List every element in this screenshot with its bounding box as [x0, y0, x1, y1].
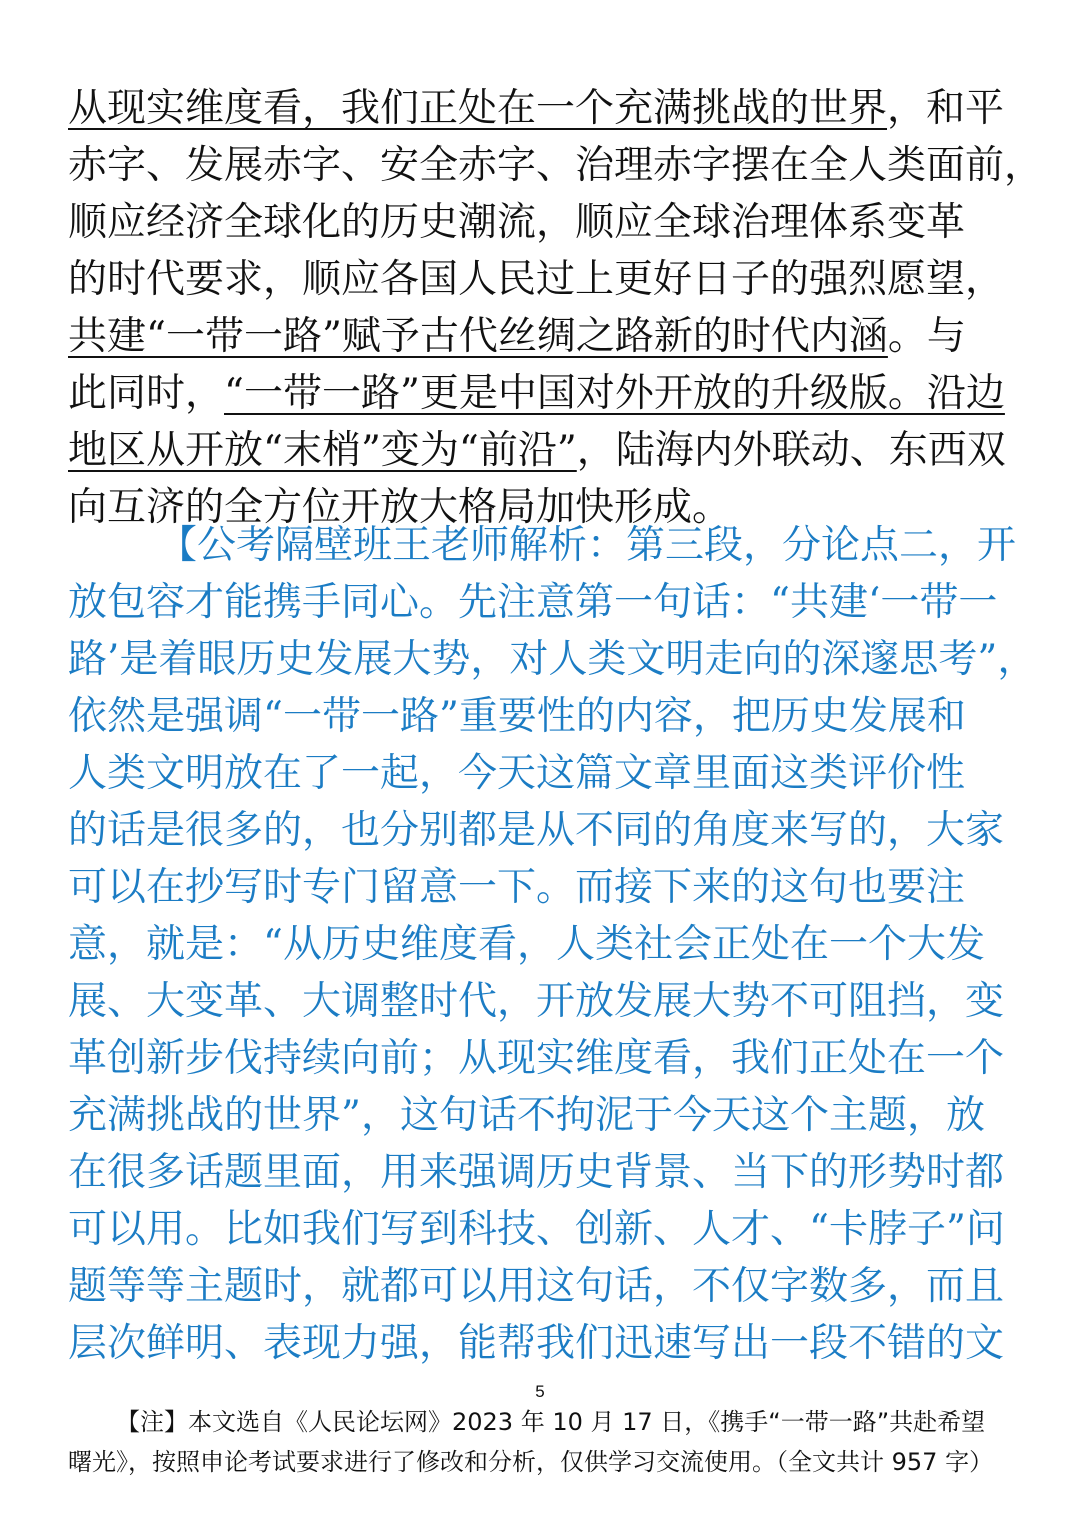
analysis-line: 放包容才能携手同心。先注意第一句话：“共建‘一带一 [68, 580, 998, 625]
text-run: 。与 [887, 314, 966, 359]
analysis-line: 在很多话题里面，用来强调历史背景、当下的形势时都 [68, 1150, 1005, 1195]
analysis-commentary [68, 517, 1037, 1372]
analysis-line: 可以用。比如我们写到科技、创新、人才、“卡脖子”问 [68, 1207, 1005, 1252]
analysis-line: 革创新步伐持续向前；从现实维度看，我们正处在一个 [68, 1036, 1005, 1081]
article-paragraph [68, 80, 1044, 536]
article-line [68, 365, 1018, 422]
analysis-line: 层次鲜明、表现力强，能帮我们迅速写出一段不错的文 [68, 1321, 1005, 1366]
page-number: 5 [535, 1382, 545, 1401]
text-run: 顺应经济全球化的历史潮流，顺应全球治理体系变革 [68, 200, 966, 245]
footnote-line: 【注】本文选自《人民论坛网》2023 年 10 月 17 日，《携手“一带一路”共赴希望 [116, 1408, 986, 1436]
article-line [68, 422, 1018, 479]
article-line [68, 251, 1018, 308]
underlined-phrase: 地区从开放“末梢”变为“前沿” [68, 428, 577, 473]
analysis-line: 意，就是：“从历史维度看，人类社会正处在一个大发 [68, 922, 985, 967]
article-line [68, 80, 1018, 137]
underlined-phrase: “一带一路”更是中国对外开放的升级版。沿边 [224, 371, 1005, 416]
text-run: ，和平 [887, 86, 1005, 131]
source-footnote [68, 1402, 1018, 1482]
article-line [68, 308, 1018, 365]
analysis-line: 充满挑战的世界”，这句话不拘泥于今天这个主题，放 [68, 1093, 985, 1138]
analysis-line: 可以在抄写时专门留意一下。而接下来的这句也要注 [68, 865, 966, 910]
analysis-line: 【公考隔壁班王老师解析：第三段，分论点二，开 [158, 523, 1017, 568]
article-line [68, 194, 1018, 251]
underlined-phrase: 从现实维度看，我们正处在一个充满挑战的世界 [68, 86, 888, 131]
text-run: 向互济的全方位开放大格局加快形成。 [68, 485, 732, 530]
text-run: 的时代要求，顺应各国人民过上更好日子的强烈愿望， [68, 257, 1005, 302]
analysis-line: 人类文明放在了一起，今天这篇文章里面这类评价性 [68, 751, 966, 796]
article-line [68, 137, 1044, 194]
text-run: 此同时， [68, 371, 225, 416]
analysis-line: 依然是强调“一带一路”重要性的内容，把历史发展和 [68, 694, 966, 739]
analysis-line: 展、大变革、大调整时代，开放发展大势不可阻挡，变 [68, 979, 1005, 1024]
underlined-phrase: 共建“一带一路”赋予古代丝绸之路新的时代内涵 [68, 314, 888, 359]
analysis-line: 路’是着眼历史发展大势，对人类文明走向的深邃思考”， [68, 637, 1037, 682]
analysis-line: 题等等主题时，就都可以用这句话，不仅字数多，而且 [68, 1264, 1005, 1309]
text-run: 赤字、发展赤字、安全赤字、治理赤字摆在全人类面前， [68, 143, 1044, 188]
analysis-line: 的话是很多的，也分别都是从不同的角度来写的，大家 [68, 808, 1005, 853]
text-run: ，陆海内外联动、东西双 [576, 428, 1006, 473]
footnote-line: 曙光》，按照申论考试要求进行了修改和分析，仅供学习交流使用。（全文共计 957 字） [68, 1448, 994, 1476]
